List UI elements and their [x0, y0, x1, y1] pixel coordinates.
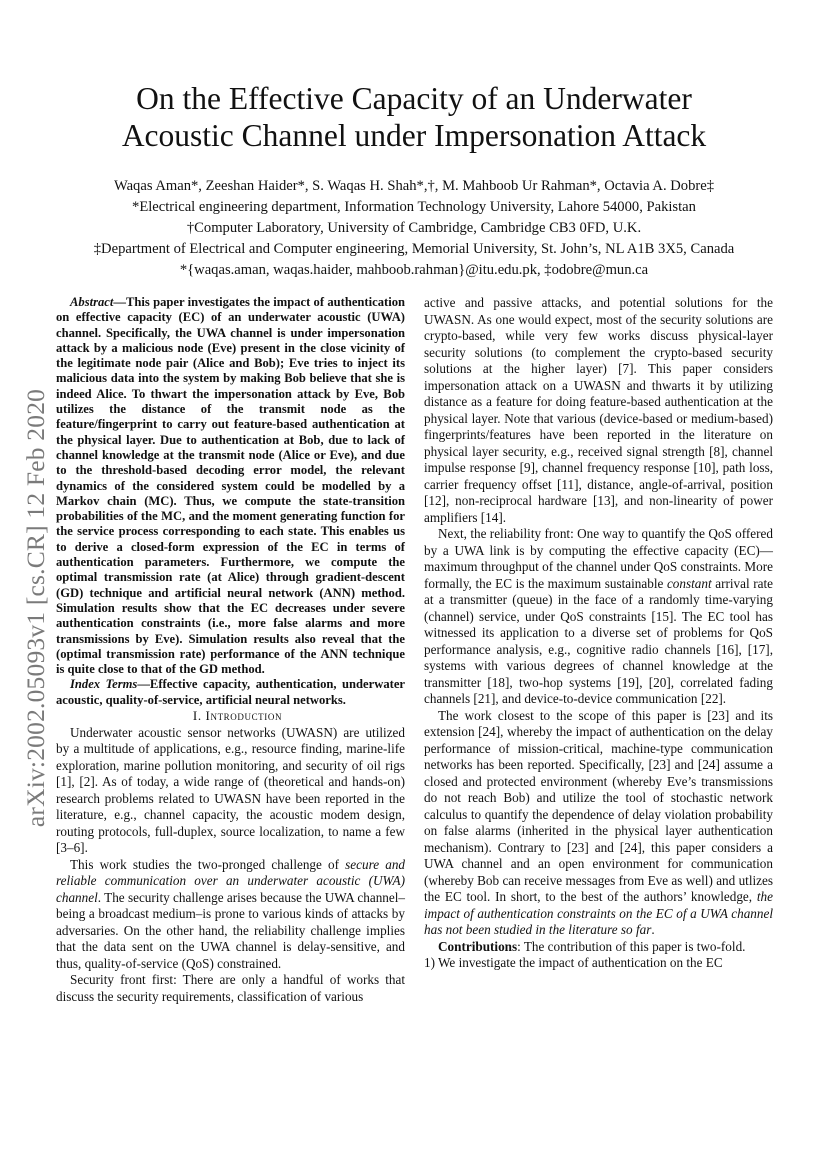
- intro-paragraph-4: active and passive attacks, and potential solutions for the UWASN. As one would expect, most of the security solutions are crypto-based, while very few works discuss physical-layer security solutions (to complement the crypto-based security solutions at the higher layer) [7]. This paper considers impersonation attack on a UWASN and thwarts it by utilizing distance as a feature for doing feature-based authentication at the physical layer. Note that various (device-based or medium-based) fingerprints/features have been reported in the literature on physical layer security, e.g., received signal strength [8], channel impulse response [9], channel frequency response [10], path loss, carrier frequency offset [11], distance, angle-of-arrival, position [12], non-reciprocal hardware [13], and non-linearity of power amplifiers [14].: [424, 295, 773, 525]
- paper-title: [60, 80, 768, 154]
- index-terms-text: —Effective capacity, authentication, underwater acoustic, quality-of-service, artificial neural networks.: [56, 677, 405, 707]
- abstract: [56, 295, 405, 677]
- emphasis-run: the impact of authentication constraints on the EC of a UWA channel has not been studied in the literature so far: [424, 889, 773, 937]
- title-line-2: Acoustic Channel under Impersonation Attack: [121, 118, 707, 153]
- text-run: : The contribution of this paper is two-fold.: [517, 938, 746, 954]
- intro-paragraph-1: Underwater acoustic sensor networks (UWASN) are utilized by a multitude of applications, e.g., resource finding, marine-life exploration, marine pollution monitoring, and security of oil rigs [1], [2]. As of today, a wide range of (theoretical and hands-on) research problems related to UWASN have been reported in the literature, e.g., channel capacity, the acoustic modem design, routing protocols, full-duplex, source localization, to name a few [3–6].: [56, 724, 405, 856]
- author-names: Waqas Aman*, Zeeshan Haider*, S. Waqas H. Shah*,†, M. Mahboob Ur Rahman*, Octavia A. Dobre‡: [113, 178, 715, 194]
- text-run: Next, the reliability front: One way to quantify the QoS offered by a UWA link is by computing the effective capacity (EC)—maximum throughput of the channel under QoS constraints. More formally, the EC is the maximum sustainable: [424, 526, 773, 591]
- arxiv-identifier: arXiv:2002.05093v1 [cs.CR] 12 Feb 2020: [21, 388, 50, 827]
- intro-paragraph-3: Security front first: There are only a handful of works that discuss the security requirements, classification of various: [56, 972, 405, 1004]
- affiliation-3: ‡Department of Electrical and Computer engineering, Memorial University, St. John’s, NL A1B 3X5, Canada: [93, 241, 735, 257]
- title-line-1: On the Effective Capacity of an Underwater: [136, 81, 692, 116]
- right-column: [424, 295, 773, 972]
- contribution-item-1: 1) We investigate the impact of authentication on the EC: [424, 955, 723, 970]
- text-run: arrival rate at a transmitter (queue) in the face of a randomly time-varying (channel) service, under QoS constraints [15]. The EC tool has witnessed its application to a diverse set of problems for QoS performance analysis, e.g., cognitive radio channels [16], [17], systems with various degrees of channel knowledge at the transmitter [18], two-hop systems [19], [20], correlated fading channels [21], and device-to-device communication [22].: [424, 575, 773, 706]
- index-terms: [56, 677, 405, 708]
- section-heading-introduction: [56, 708, 405, 725]
- abstract-text: —This paper investigates the impact of authentication on effective capacity (EC) of an underwater acoustic (UWA) channel. Specifically, the UWA channel is under impersonation attack by a malicious node (Eve) present in the close vicinity of the legitimate node pair (Alice and Bob); Eve tries to inject its malicious data into the system by making Bob believe that she is indeed Alice. To thwart the impersonation attack by Eve, Bob utilizes the distance of the transmit node as the feature/fingerprint to carry out feature-based authentication at the physical layer. Due to authentication at Bob, due to lack of channel knowledge at the transmit node (Alice or Eve), and due to the threshold-based decoding error model, the relevant dynamics of the considered system could be modelled by a Markov chain (MC). Thus, we compute the state-transition probabilities of the MC, and the moment generating function for the service process corresponding to each state. This enables us to derive a closed-form expression of the EC in terms of authentication parameters. Furthermore, we compute the optimal transmission rate (at Alice) through gradient-descent (GD) technique and artificial neural network (ANN) method. Simulation results show that the EC decreases under severe authentication constraints (i.e., more false alarms and more transmissions by Eve). Simulation results also reveal that the (optimal transmission rate) performance of the ANN technique is quite close to that of the GD method.: [56, 295, 405, 677]
- text-run: The work closest to the scope of this paper is [23] and its extension [24], whereby the impact of authentication on the delay performance of mission-critical, machine-type communication networks has been reported. Specifically, [23] and [24] assume a closed and protected environment (whereby Eve’s transmissions do not reach Bob) and utilize the tool of stochastic network calculus to quantify the dependence of delay violation probability on false alarms (inherited in the physical layer authentication mechanism). Contrary to [23] and [24], this paper considers a UWA channel and an open environment for communication (whereby Bob can receive messages from Eve as well) and utlizes the EC tool. In short, to the best of the authors’ knowledge,: [424, 707, 773, 904]
- text-run: This work studies the two-pronged challenge of: [70, 856, 346, 872]
- contributions-label: Contributions: [438, 938, 518, 954]
- emphasis-run: constant: [666, 575, 712, 591]
- text-run: .: [651, 922, 655, 937]
- text-run: . The security challenge arises because the UWA channel–being a broadcast medium–is prone to various kinds of attacks by adversaries. On the other hand, the reliability challenge implies that the data sent on the UWA channel is delay-sensitive, and thus, quality-of-service (QoS) constrained.: [56, 889, 405, 971]
- index-terms-label: Index Terms: [70, 677, 138, 692]
- intro-paragraph-5: [424, 526, 773, 708]
- affiliation-1: *Electrical engineering department, Information Technology University, Lahore 54000, Pakistan: [132, 199, 696, 215]
- author-block: [50, 176, 778, 281]
- section-number: I.: [192, 708, 202, 724]
- left-column: [56, 295, 405, 1005]
- intro-paragraph-6: [424, 708, 773, 939]
- intro-paragraph-2: [56, 857, 405, 973]
- section-title: Introduction: [205, 708, 283, 724]
- abstract-label: Abstract: [70, 295, 114, 309]
- affiliation-2: †Computer Laboratory, University of Cambridge, Cambridge CB3 0FD, U.K.: [186, 220, 642, 236]
- author-emails: *{waqas.aman, waqas.haider, mahboob.rahman}@itu.edu.pk, ‡odobre@mun.ca: [179, 262, 649, 278]
- contributions-paragraph: [424, 939, 773, 956]
- emphasis-run: secure and reliable communication over an underwater acoustic (UWA) channel: [56, 856, 406, 905]
